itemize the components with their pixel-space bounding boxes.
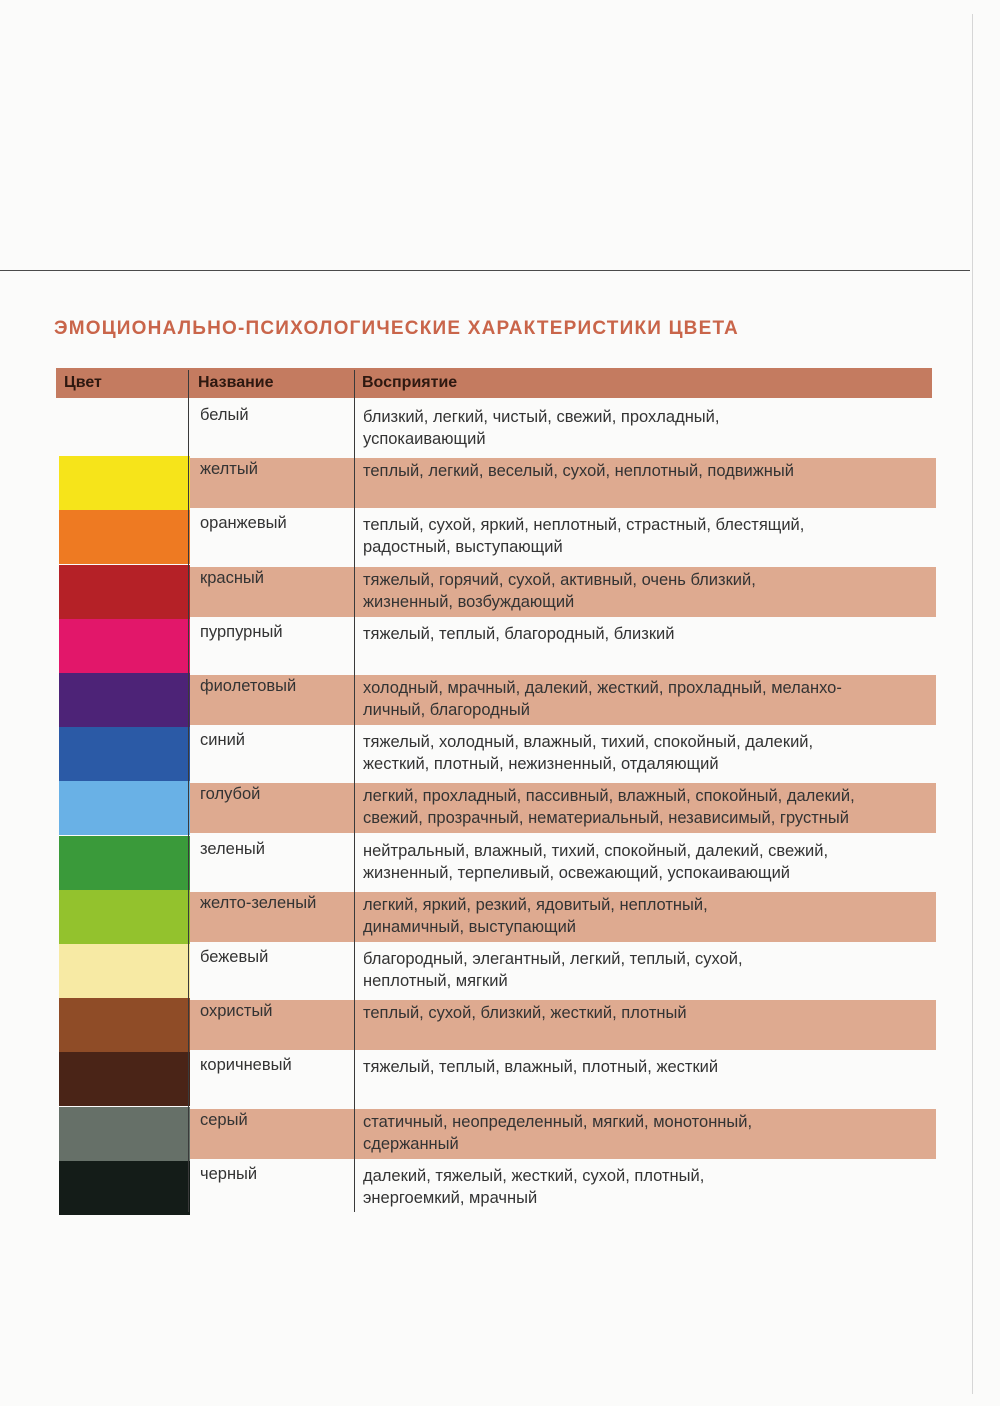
color-name: желтый (200, 460, 258, 478)
color-name: охристый (200, 1002, 273, 1020)
perception-line: сдержанный (363, 1135, 459, 1153)
color-swatch (59, 619, 190, 673)
color-name: серый (200, 1111, 248, 1129)
perception-line: тяжелый, теплый, благородный, близкий (363, 625, 675, 643)
color-swatch (59, 998, 190, 1052)
color-perception (363, 894, 933, 938)
color-perception (363, 1111, 933, 1155)
perception-line: тяжелый, холодный, влажный, тихий, спокойный, далекий, (363, 733, 814, 751)
perception-line: далекий, тяжелый, жесткий, сухой, плотный, (363, 1167, 705, 1185)
color-name: красный (200, 569, 265, 587)
perception-line: личный, благородный (363, 701, 530, 719)
perception-line: холодный, мрачный, далекий, жесткий, прохладный, меланхо- (363, 679, 842, 697)
color-perception (363, 840, 933, 884)
perception-line: успокаивающий (363, 430, 486, 448)
header-color: Цвет (64, 374, 102, 391)
column-divider (354, 370, 355, 1212)
color-swatch (59, 1107, 190, 1161)
color-swatch (59, 1052, 190, 1106)
column-divider (188, 370, 189, 1212)
perception-line: нейтральный, влажный, тихий, спокойный, далекий, свежий, (363, 842, 829, 860)
color-perception (363, 406, 933, 450)
perception-line: благородный, элегантный, легкий, теплый, сухой, (363, 950, 743, 968)
perception-line: жизненный, возбуждающий (363, 593, 575, 611)
color-name: черный (200, 1165, 258, 1183)
color-name: синий (200, 731, 246, 749)
header-perception: Восприятие (362, 374, 458, 391)
color-swatch (59, 673, 190, 727)
page-title: ЭМОЦИОНАЛЬНО-ПСИХОЛОГИЧЕСКИЕ ХАРАКТЕРИСТИКИ ЦВЕТА (54, 318, 739, 339)
color-name: белый (200, 406, 249, 424)
color-perception (363, 731, 933, 775)
perception-line: жизненный, терпеливый, освежающий, успокаивающий (363, 864, 791, 882)
color-perception (363, 1165, 933, 1209)
color-swatch (59, 890, 190, 944)
color-swatch (59, 565, 190, 619)
color-swatch (59, 836, 190, 890)
color-swatch (59, 1161, 190, 1215)
color-swatch (59, 456, 190, 510)
color-name: бежевый (200, 948, 269, 966)
perception-line: радостный, выступающий (363, 538, 563, 556)
color-perception (363, 514, 933, 558)
perception-line: статичный, неопределенный, мягкий, монотонный, (363, 1113, 753, 1131)
color-swatch (59, 402, 190, 456)
perception-line: энергоемкий, мрачный (363, 1189, 538, 1207)
perception-line: динамичный, выступающий (363, 918, 577, 936)
perception-line: жесткий, плотный, нежизненный, отдаляющий (363, 755, 719, 773)
header-name: Название (198, 374, 274, 391)
top-rule (0, 270, 970, 271)
color-name: желто-зеленый (200, 894, 317, 912)
perception-line: легкий, прохладный, пассивный, влажный, спокойный, далекий, (363, 787, 855, 805)
color-swatch (59, 727, 190, 781)
perception-line: легкий, яркий, резкий, ядовитый, неплотный, (363, 896, 708, 914)
color-name: фиолетовый (200, 677, 297, 695)
perception-line: тяжелый, горячий, сухой, активный, очень близкий, (363, 571, 756, 589)
color-perception (363, 623, 933, 645)
color-perception (363, 460, 933, 482)
color-swatch (59, 944, 190, 998)
perception-line: тяжелый, теплый, влажный, плотный, жесткий (363, 1058, 719, 1076)
color-swatch (59, 781, 190, 835)
perception-line: неплотный, мягкий (363, 972, 508, 990)
color-name: голубой (200, 785, 261, 803)
color-perception (363, 948, 933, 992)
color-name: коричневый (200, 1056, 292, 1074)
color-perception (363, 1002, 933, 1024)
color-perception (363, 785, 933, 829)
perception-line: теплый, сухой, яркий, неплотный, страстный, блестящий, (363, 516, 805, 534)
color-name: зеленый (200, 840, 266, 858)
perception-line: теплый, легкий, веселый, сухой, неплотный, подвижный (363, 462, 794, 480)
color-swatch (59, 510, 190, 564)
perception-line: свежий, прозрачный, нематериальный, независимый, грустный (363, 809, 849, 827)
color-perception (363, 677, 933, 721)
color-name: оранжевый (200, 514, 287, 532)
perception-line: близкий, легкий, чистый, свежий, прохладный, (363, 408, 720, 426)
perception-line: теплый, сухой, близкий, жесткий, плотный (363, 1004, 687, 1022)
color-perception (363, 1056, 933, 1078)
color-name: пурпурный (200, 623, 283, 641)
page-edge (972, 14, 973, 1394)
color-perception (363, 569, 933, 613)
